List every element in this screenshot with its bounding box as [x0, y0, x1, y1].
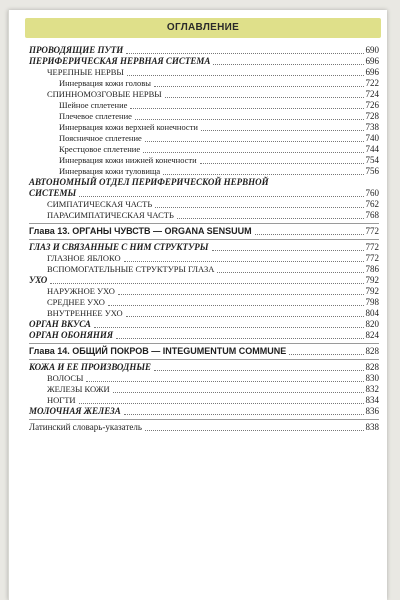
toc-entry-page: 728: [365, 111, 379, 121]
dot-leader: [177, 218, 364, 219]
toc-entry-page: 828: [365, 362, 379, 372]
toc-entry[interactable]: [29, 133, 379, 144]
toc-entry[interactable]: [29, 395, 379, 406]
dot-leader: [108, 305, 364, 306]
toc-entry[interactable]: [29, 111, 379, 122]
toc-entry-page: 838: [365, 422, 379, 432]
toc-entry-title: ВОЛОСЫ: [47, 373, 84, 383]
toc-entry-title: ПЕРИФЕРИЧЕСКАЯ НЕРВНАЯ СИСТЕМА: [29, 56, 211, 66]
toc-entry-page: 744: [365, 144, 379, 154]
toc-entry-title: Иннервация кожи головы: [59, 78, 151, 88]
toc-entry[interactable]: [29, 155, 379, 166]
dot-leader: [116, 338, 363, 339]
toc-entry[interactable]: [29, 346, 379, 357]
toc-entry-title: СРЕДНЕЕ УХО: [47, 297, 105, 307]
toc-entry-title: Крестцовое сплетение: [59, 144, 141, 154]
toc-entry[interactable]: [29, 253, 379, 264]
dot-leader: [127, 75, 364, 76]
toc-entry[interactable]: [29, 264, 379, 275]
toc-entry-page: 836: [365, 406, 379, 416]
toc-entry-title: НОГТИ: [47, 395, 76, 405]
toc-entry-page: 792: [365, 275, 379, 285]
toc-entry-title: Иннервация кожи верхней конечности: [59, 122, 198, 132]
dot-leader: [145, 430, 364, 431]
dot-leader: [126, 316, 364, 317]
toc-entry[interactable]: [29, 188, 379, 199]
dot-leader: [163, 174, 363, 175]
toc-entry[interactable]: [29, 286, 379, 297]
dot-leader: [255, 234, 364, 235]
section-divider: [29, 359, 379, 360]
dot-leader: [145, 141, 364, 142]
toc-entry[interactable]: [29, 166, 379, 177]
toc-entry-page: 740: [365, 133, 379, 143]
dot-leader: [201, 130, 364, 131]
section-divider: [29, 343, 379, 344]
toc-entry[interactable]: [29, 319, 379, 330]
toc-entry[interactable]: [29, 45, 379, 56]
section-divider: [29, 223, 379, 224]
toc-entry-page: 722: [365, 78, 379, 88]
toc-entry[interactable]: [29, 199, 379, 210]
toc-entry[interactable]: [29, 56, 379, 67]
toc-entry[interactable]: [29, 297, 379, 308]
toc-entry-title: КОЖА И ЕЕ ПРОИЗВОДНЫЕ: [29, 362, 152, 372]
toc-entry-title: УХО: [29, 275, 48, 285]
toc-entry-title: СИМПАТИЧЕСКАЯ ЧАСТЬ: [47, 199, 153, 209]
toc-entry-title: ЧЕРЕПНЫЕ НЕРВЫ: [47, 67, 124, 77]
dot-leader: [155, 207, 363, 208]
dot-leader: [289, 354, 363, 355]
dot-leader: [213, 64, 363, 65]
toc-entry-title: ПАРАСИМПАТИЧЕСКАЯ ЧАСТЬ: [47, 210, 174, 220]
toc-entry-title: ОРГАН ВКУСА: [29, 319, 91, 329]
toc-entry-page: 820: [365, 319, 379, 329]
dot-leader: [135, 119, 364, 120]
toc-entry-title: СПИННОМОЗГОВЫЕ НЕРВЫ: [47, 89, 162, 99]
toc-entry-page: 792: [365, 286, 379, 296]
toc-entry-page: 772: [365, 253, 379, 263]
toc-entry[interactable]: [29, 362, 379, 373]
toc-entry-title: Поясничное сплетение: [59, 133, 142, 143]
toc-entry-page: 762: [365, 199, 379, 209]
toc-entry-title: ЖЕЛЕЗЫ КОЖИ: [47, 384, 110, 394]
dot-leader: [118, 294, 364, 295]
dot-leader: [154, 86, 364, 87]
dot-leader: [126, 53, 363, 54]
toc-entry-title: НАРУЖНОЕ УХО: [47, 286, 115, 296]
toc-entry[interactable]: [29, 78, 379, 89]
toc-entry-title: ОРГАН ОБОНЯНИЯ: [29, 330, 114, 340]
toc-entry-page: 830: [365, 373, 379, 383]
toc-entry-title: ВСПОМОГАТЕЛЬНЫЕ СТРУКТУРЫ ГЛАЗА: [47, 264, 215, 274]
toc-entry[interactable]: [29, 406, 379, 417]
toc-entry[interactable]: [29, 373, 379, 384]
toc-entry-page: 726: [365, 100, 379, 110]
toc-entry-title: ВНУТРЕННЕЕ УХО: [47, 308, 123, 318]
toc-entry-page: 690: [365, 45, 379, 55]
dot-leader: [113, 392, 364, 393]
dot-leader: [165, 97, 364, 98]
dot-leader: [50, 283, 363, 284]
toc-entry[interactable]: [29, 67, 379, 78]
toc-entry-page: 772: [365, 226, 379, 236]
toc-entry[interactable]: [29, 242, 379, 253]
toc-entry[interactable]: [29, 89, 379, 100]
dot-leader: [154, 370, 363, 371]
toc-entry-page: 696: [365, 56, 379, 66]
toc-entry-title: Латинский словарь-указатель: [29, 422, 142, 432]
toc-entry-page: 724: [365, 89, 379, 99]
toc-entry[interactable]: [29, 177, 379, 188]
toc-entry-title: Иннервация кожи туловища: [59, 166, 161, 176]
toc-entry[interactable]: [29, 100, 379, 111]
dot-leader: [124, 261, 364, 262]
toc-entry-page: 738: [365, 122, 379, 132]
toc-entry-page: 760: [365, 188, 379, 198]
toc-entry[interactable]: [29, 144, 379, 155]
section-divider: [29, 419, 379, 420]
toc-entry[interactable]: [29, 384, 379, 395]
toc-entry-page: 696: [365, 67, 379, 77]
dot-leader: [79, 196, 363, 197]
book-page: [8, 10, 387, 600]
toc-entry[interactable]: [29, 122, 379, 133]
dot-leader: [94, 327, 364, 328]
toc-header: ОГЛАВЛЕНИЕ: [25, 18, 381, 38]
toc-entry-page: 832: [365, 384, 379, 394]
toc-entry-title: ПРОВОДЯЩИЕ ПУТИ: [29, 45, 124, 55]
toc-entry[interactable]: [29, 226, 379, 237]
dot-leader: [212, 250, 364, 251]
toc-entry[interactable]: [29, 422, 379, 433]
toc-entry-page: 772: [365, 242, 379, 252]
toc-entry-page: 786: [365, 264, 379, 274]
toc-entry-page: 754: [365, 155, 379, 165]
toc-entry-page: 828: [365, 346, 379, 356]
toc-entry-title: Шейное сплетение: [59, 100, 128, 110]
toc-entry-page: 756: [365, 166, 379, 176]
toc-entry[interactable]: [29, 330, 379, 341]
toc-entry-title: АВТОНОМНЫЙ ОТДЕЛ ПЕРИФЕРИЧЕСКОЙ НЕРВНОЙ: [29, 177, 269, 187]
dot-leader: [124, 414, 364, 415]
toc-entry-title: Иннервация кожи нижней конечности: [59, 155, 197, 165]
dot-leader: [200, 163, 364, 164]
toc-entry-page: 798: [365, 297, 379, 307]
dot-leader: [217, 272, 363, 273]
dot-leader: [86, 381, 363, 382]
toc-entry-page: 834: [365, 395, 379, 405]
dot-leader: [143, 152, 363, 153]
toc-entry[interactable]: [29, 308, 379, 319]
toc-entry-title: Глава 14. ОБЩИЙ ПОКРОВ — INTEGUMENTUM COMMUNE: [29, 346, 287, 356]
dot-leader: [79, 403, 364, 404]
dot-leader: [130, 108, 363, 109]
section-divider: [29, 239, 379, 240]
toc-entry-title: МОЛОЧНАЯ ЖЕЛЕЗА: [29, 406, 121, 416]
toc-entry-title: Глава 13. ОРГАНЫ ЧУВСТВ — ORGANA SENSUUM: [29, 226, 252, 236]
toc-entry[interactable]: [29, 210, 379, 221]
toc-entry-title: ГЛАЗ И СВЯЗАННЫЕ С НИМ СТРУКТУРЫ: [29, 242, 209, 252]
toc-entry-page: 768: [365, 210, 379, 220]
toc-entry[interactable]: [29, 275, 379, 286]
toc-entry-title: Плечевое сплетение: [59, 111, 132, 121]
toc-entry-page: 824: [365, 330, 379, 340]
toc-entry-page: 804: [365, 308, 379, 318]
toc-entry-title: ГЛАЗНОЕ ЯБЛОКО: [47, 253, 121, 263]
toc-entry-title: СИСТЕМЫ: [29, 188, 77, 198]
table-of-contents: [29, 45, 379, 433]
